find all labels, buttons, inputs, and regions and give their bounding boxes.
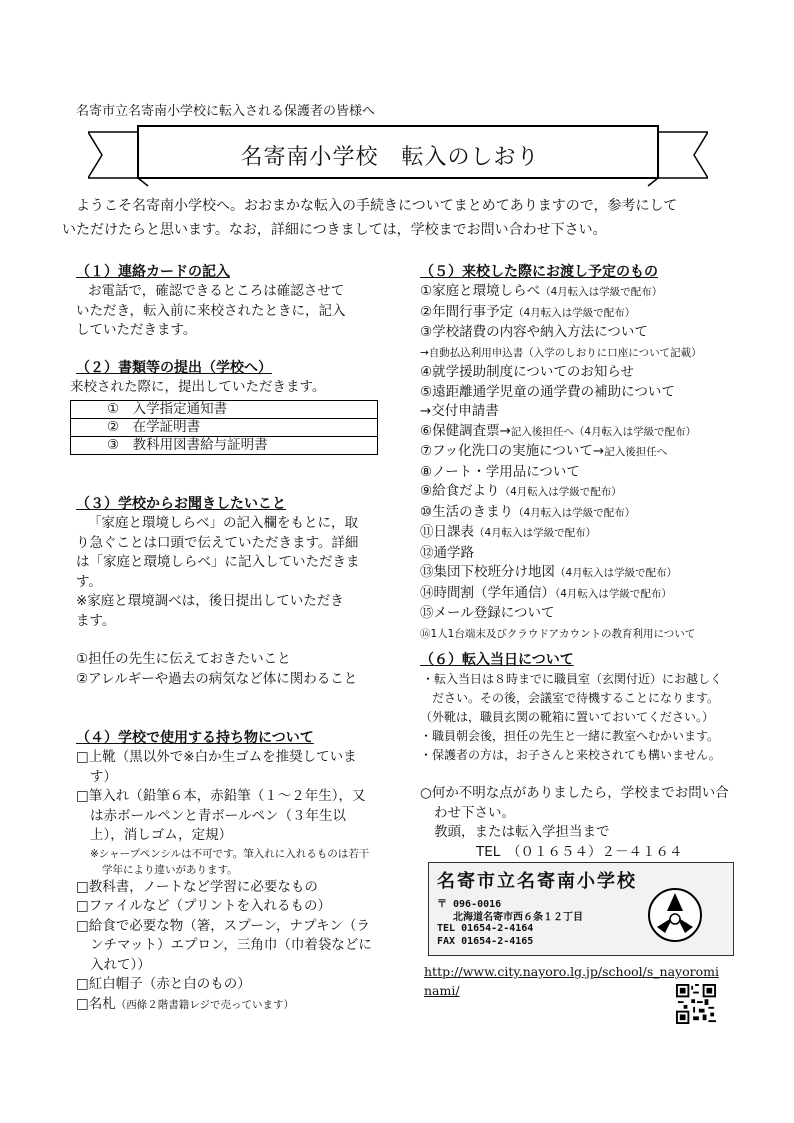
- item-text: ①家庭と環境しらべ: [420, 283, 541, 299]
- table-row: ③ 教科用図書給与証明書: [71, 436, 378, 454]
- list-item: □上靴（黒以外で※白か生ゴムを推奨しています）: [76, 749, 357, 785]
- list-item: □給食で必要な物（箸，スプーン，ナプキン（ランチマット）エプロン，三角巾（巾着袋などに入れて））: [76, 917, 372, 973]
- intro-text: [62, 194, 740, 242]
- text-line: 来校された際に，提出していただきます。: [70, 379, 326, 395]
- documents-table: [70, 400, 378, 455]
- list-item: [420, 563, 730, 584]
- item-text: ⑬集団下校班分け地図: [420, 564, 555, 580]
- text-line: ・転入当日は８時までに職員室（玄関付近）にお越しください。その後，会議室で待機することになります。: [422, 672, 723, 705]
- section-heading: （４）学校で使用する持ち物について: [76, 730, 314, 746]
- item-note: （4月転入は学級で配布）: [555, 587, 672, 600]
- table-row: ① 入学指定通知書: [71, 400, 378, 418]
- item-note: （4月転入は学級で配布）: [499, 486, 622, 498]
- school-website-link[interactable]: http://www.city.nayoro.lg.jp/school/s_nayorominami/: [424, 964, 719, 998]
- list-item: [420, 282, 730, 303]
- contact-info: [420, 784, 730, 862]
- section-belongings: [76, 728, 376, 1015]
- list-item: ①担任の先生に伝えておきたいこと: [76, 651, 291, 667]
- phone-number: TEL （０１６５４）２－４１６４: [476, 843, 683, 860]
- item-text: ③学校諸費の内容や納入方法について: [420, 324, 648, 340]
- section-heading: （５）来校した際にお渡し予定のもの: [420, 264, 658, 280]
- section-heading: （３）学校からお聞きしたいこと: [76, 496, 286, 512]
- section-handouts: [420, 262, 730, 644]
- list-item: [420, 544, 730, 564]
- list-item: [420, 503, 730, 524]
- text-line: ・職員朝会後，担任の先生と一緒に教室へむかいます。: [420, 729, 720, 743]
- item-text: ⑭時間割（学年通信）: [420, 584, 555, 601]
- text-line: は「家庭と環境しらべ」に記入していただきま: [76, 554, 360, 570]
- text-line: り急ぐことは口頭で伝えていただきます。詳細: [76, 534, 359, 551]
- text-line: ※家庭と環境調べは，後日提出していただき: [76, 593, 344, 609]
- section-transfer-day: [420, 650, 730, 765]
- list-item: [420, 402, 730, 422]
- item-note: （4月転入は学級で配布）: [513, 306, 636, 319]
- addressee-line: 名寄市立名寄南小学校に転入される保護者の皆様へ: [76, 104, 376, 119]
- list-item: □紅白帽子（赤と白のもの）: [76, 976, 251, 992]
- item-text: ⑩生活のきまり: [420, 503, 514, 520]
- list-item: □教科書，ノートなど学習に必要なもの: [76, 878, 318, 895]
- section-documents: [70, 358, 370, 455]
- intro-line: いただけたらと思います。なお，詳細につきましては，学校までお問い合わせ下さい。: [62, 222, 607, 238]
- list-item: [420, 604, 730, 624]
- section-questions: [76, 494, 376, 689]
- list-item: [420, 422, 730, 443]
- text-line: お電話で，確認できるところは確認させて: [88, 283, 345, 299]
- list-item: [420, 463, 730, 483]
- school-name: 名寄市立名寄南小学校: [437, 871, 637, 892]
- section-heading: （６）転入当日について: [420, 652, 574, 668]
- intro-line: ようこそ名寄南小学校へ。おおまかな転入の手続きについてまとめてありますので，参考にして: [76, 198, 678, 214]
- text-line: していただきます。: [76, 322, 197, 338]
- list-item: [420, 383, 730, 403]
- list-item: [420, 523, 730, 544]
- text-line: いただき，転入前に来校されたときに，記入: [76, 302, 346, 319]
- list-item: [420, 624, 730, 645]
- list-item: [420, 584, 730, 605]
- list-item: □筆入れ（鉛筆６本，赤鉛筆（１～２年生），又は赤ボールペンと青ボールペン（３年生以上），消しゴム，定規）: [76, 788, 366, 843]
- handout-list: [420, 282, 730, 644]
- item-note: （4月転入は学級で配布）: [474, 527, 597, 539]
- section-contact-card: [76, 262, 376, 341]
- text-line: ○何か不明な点がありましたら，学校までお問い合わせ下さい。: [420, 785, 729, 821]
- list-item: [420, 363, 730, 383]
- school-address-box: [428, 862, 734, 956]
- section-heading: （１）連絡カードの記入: [76, 264, 230, 280]
- school-tel: TEL 01654-2-4164: [437, 923, 534, 934]
- school-address: 北海道名寄市西６条１２丁目: [453, 912, 583, 923]
- text-line: （外靴は，職員玄関の靴箱に置いておいてください。）: [420, 710, 715, 724]
- list-item: [420, 442, 730, 463]
- item-text: ⑤遠距離通学児童の通学費の補助について: [420, 383, 675, 400]
- list-item: □ファイルなど（プリントを入れるもの）: [76, 898, 331, 914]
- list-item: [76, 995, 376, 1016]
- school-emblem-icon: [647, 887, 703, 943]
- item-note: （4月転入は学級で配布）: [555, 567, 678, 579]
- item-text: →交付申請書: [420, 403, 499, 419]
- item-text: ⑦フッ化洗口の実施について→: [420, 443, 605, 459]
- item-text: ②年間行事予定: [420, 303, 514, 320]
- item-text: ④就学援助制度についてのお知らせ: [420, 364, 634, 380]
- text-line: す。: [76, 573, 102, 590]
- list-item: ②アレルギーや過去の病気など体に関わること: [76, 670, 358, 687]
- item-note: 記入後担任へ（4月転入は学級で配布）: [510, 425, 697, 438]
- item-note: 記入後担任へ: [604, 446, 668, 458]
- item-text: ⑪日課表: [420, 524, 474, 540]
- note: ※シャープペンシルは不可です。筆入れに入れるものは若干学年により違いがあります。: [90, 847, 370, 876]
- text-line: 教頭，または転入学担当まで: [434, 824, 610, 840]
- text-line: ・保護者の方は，お子さんと来校されても構いません。: [420, 748, 721, 762]
- item-text: ⑧ノート・学用品について: [420, 463, 580, 480]
- item-text: □名札: [76, 995, 116, 1012]
- list-item: [420, 323, 730, 343]
- page-title: 名寄南小学校 転入のしおり: [240, 145, 540, 170]
- item-note: （4月転入は学級で配布）: [540, 286, 663, 298]
- text-line: 「家庭と環境しらべ」の記入欄をもとに，取: [88, 515, 358, 531]
- item-note: （西條２階書籍レジで売っています）: [115, 998, 295, 1011]
- item-note: ⑯1人1台端末及びクラウドアカウントの教育利用について: [420, 627, 696, 640]
- item-text: ⑥保健調査票→: [420, 422, 511, 439]
- table-row: ② 在学証明書: [71, 418, 378, 436]
- item-text: ⑮メール登録について: [420, 605, 555, 621]
- list-item: [420, 303, 730, 324]
- list-item: [420, 482, 730, 503]
- list-item: [420, 343, 730, 364]
- item-note: （4月転入は学級で配布）: [513, 506, 636, 519]
- school-fax: FAX 01654-2-4165: [437, 936, 534, 947]
- item-text: ⑫通学路: [420, 544, 474, 561]
- text-line: ます。: [76, 612, 116, 629]
- qr-code-icon: [676, 984, 716, 1024]
- section-heading: （２）書類等の提出（学校へ）: [76, 360, 272, 376]
- item-text: ⑨給食だより: [420, 483, 500, 499]
- postal-code: 〒 096-0016: [437, 899, 502, 910]
- item-note: →自動払込利用申込書（入学のしおりに口座について記載）: [420, 346, 702, 359]
